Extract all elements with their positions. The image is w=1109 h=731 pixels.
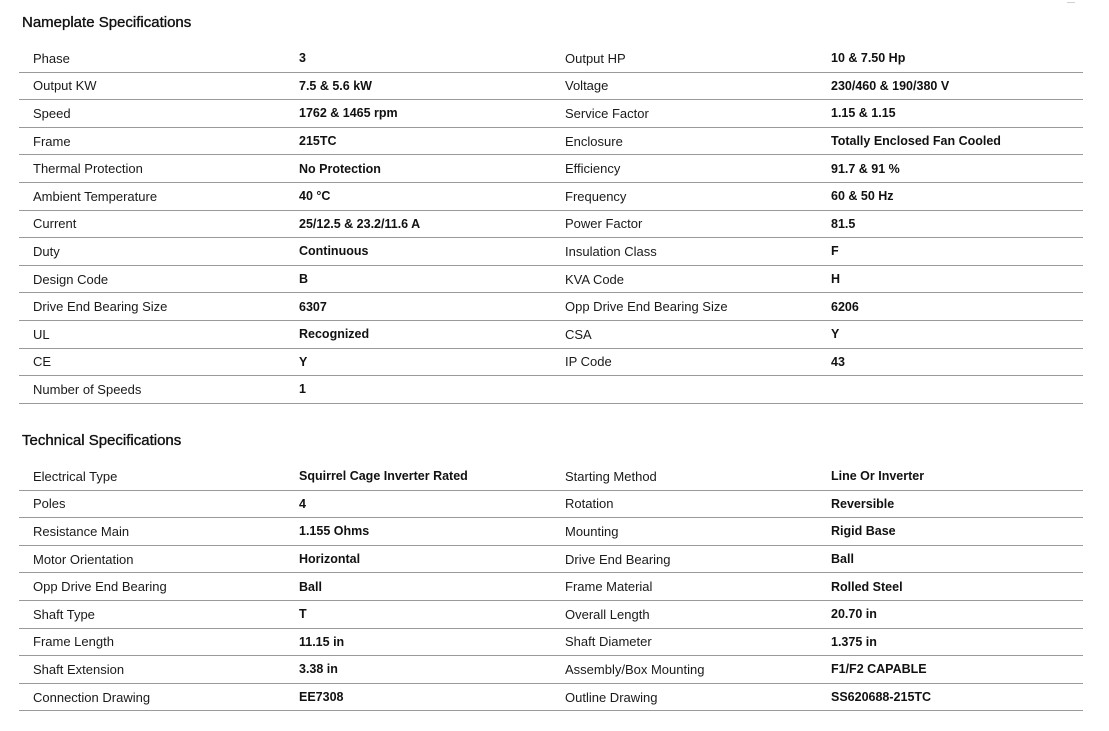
spec-value: No Protection <box>285 155 551 183</box>
spec-label: Shaft Diameter <box>551 628 817 656</box>
spec-value: Rolled Steel <box>817 573 1083 601</box>
spec-label: Efficiency <box>551 155 817 183</box>
spec-value: 230/460 & 190/380 V <box>817 72 1083 100</box>
spec-value: H <box>817 265 1083 293</box>
spec-label: Insulation Class <box>551 238 817 266</box>
technical-specifications-table <box>19 463 1083 711</box>
spec-value: 20.70 in <box>817 600 1083 628</box>
spec-label: Starting Method <box>551 463 817 490</box>
spec-label: Frame Material <box>551 573 817 601</box>
spec-value: Y <box>817 320 1083 348</box>
spec-value: 40 °C <box>285 182 551 210</box>
page-corner-divider <box>1067 0 1075 3</box>
spec-row <box>19 463 1083 490</box>
spec-row <box>19 293 1083 321</box>
spec-value: Squirrel Cage Inverter Rated <box>285 463 551 490</box>
spec-value: 11.15 in <box>285 628 551 656</box>
spec-value: 1 <box>285 376 551 404</box>
spec-row <box>19 45 1083 72</box>
spec-value: F1/F2 CAPABLE <box>817 656 1083 684</box>
spec-row <box>19 265 1083 293</box>
spec-label: Current <box>19 210 285 238</box>
spec-value: Line Or Inverter <box>817 463 1083 490</box>
spec-value: 91.7 & 91 % <box>817 155 1083 183</box>
spec-value: 10 & 7.50 Hp <box>817 45 1083 72</box>
spec-label: Number of Speeds <box>19 376 285 404</box>
spec-value: 4 <box>285 490 551 518</box>
spec-value: 215TC <box>285 127 551 155</box>
spec-row <box>19 545 1083 573</box>
spec-label: Phase <box>19 45 285 72</box>
spec-label: Duty <box>19 238 285 266</box>
spec-label: Drive End Bearing <box>551 545 817 573</box>
spec-value: EE7308 <box>285 683 551 711</box>
spec-row <box>19 518 1083 546</box>
spec-value: 1.15 & 1.15 <box>817 100 1083 128</box>
spec-label: Drive End Bearing Size <box>19 293 285 321</box>
spec-label: Electrical Type <box>19 463 285 490</box>
technical-specifications-heading: Technical Specifications <box>22 432 182 449</box>
spec-row <box>19 600 1083 628</box>
spec-row <box>19 210 1083 238</box>
spec-label: Service Factor <box>551 100 817 128</box>
spec-value: Reversible <box>817 490 1083 518</box>
spec-value: 7.5 & 5.6 kW <box>285 72 551 100</box>
spec-label: Voltage <box>551 72 817 100</box>
spec-label: Resistance Main <box>19 518 285 546</box>
spec-label: Mounting <box>551 518 817 546</box>
spec-value: 3 <box>285 45 551 72</box>
spec-value: F <box>817 238 1083 266</box>
spec-label: Frame Length <box>19 628 285 656</box>
spec-label: Enclosure <box>551 127 817 155</box>
spec-label: Opp Drive End Bearing Size <box>551 293 817 321</box>
spec-label: Opp Drive End Bearing <box>19 573 285 601</box>
spec-label: Frequency <box>551 182 817 210</box>
spec-value: B <box>285 265 551 293</box>
spec-value <box>817 376 1083 404</box>
spec-row <box>19 573 1083 601</box>
spec-label: Poles <box>19 490 285 518</box>
spec-value: Totally Enclosed Fan Cooled <box>817 127 1083 155</box>
spec-value: Horizontal <box>285 545 551 573</box>
spec-value: T <box>285 600 551 628</box>
spec-value: Ball <box>285 573 551 601</box>
spec-label: CSA <box>551 320 817 348</box>
spec-value: Recognized <box>285 320 551 348</box>
spec-value: Continuous <box>285 238 551 266</box>
spec-label: KVA Code <box>551 265 817 293</box>
spec-value: 25/12.5 & 23.2/11.6 A <box>285 210 551 238</box>
spec-row <box>19 656 1083 684</box>
spec-label <box>551 376 817 404</box>
spec-value: SS620688-215TC <box>817 683 1083 711</box>
spec-label: Connection Drawing <box>19 683 285 711</box>
spec-row <box>19 376 1083 404</box>
spec-label: Overall Length <box>551 600 817 628</box>
spec-label: CE <box>19 348 285 376</box>
spec-value: Y <box>285 348 551 376</box>
nameplate-specifications-table <box>19 45 1083 404</box>
spec-label: Assembly/Box Mounting <box>551 656 817 684</box>
spec-value: 81.5 <box>817 210 1083 238</box>
spec-label: Motor Orientation <box>19 545 285 573</box>
spec-row <box>19 127 1083 155</box>
spec-value: 1.375 in <box>817 628 1083 656</box>
spec-row <box>19 490 1083 518</box>
spec-row <box>19 683 1083 711</box>
spec-label: Outline Drawing <box>551 683 817 711</box>
spec-row <box>19 348 1083 376</box>
spec-value: 6206 <box>817 293 1083 321</box>
spec-value: 3.38 in <box>285 656 551 684</box>
spec-value: 6307 <box>285 293 551 321</box>
spec-row <box>19 320 1083 348</box>
spec-label: Design Code <box>19 265 285 293</box>
spec-row <box>19 238 1083 266</box>
spec-row <box>19 72 1083 100</box>
nameplate-specifications-heading: Nameplate Specifications <box>22 14 192 31</box>
spec-label: Output KW <box>19 72 285 100</box>
spec-row <box>19 628 1083 656</box>
spec-row <box>19 155 1083 183</box>
spec-value: 1.155 Ohms <box>285 518 551 546</box>
spec-label: IP Code <box>551 348 817 376</box>
spec-value: 43 <box>817 348 1083 376</box>
spec-label: Rotation <box>551 490 817 518</box>
spec-value: 60 & 50 Hz <box>817 182 1083 210</box>
spec-label: Shaft Type <box>19 600 285 628</box>
spec-value: Rigid Base <box>817 518 1083 546</box>
spec-row <box>19 182 1083 210</box>
spec-label: Power Factor <box>551 210 817 238</box>
spec-label: Shaft Extension <box>19 656 285 684</box>
spec-label: Speed <box>19 100 285 128</box>
spec-label: Thermal Protection <box>19 155 285 183</box>
spec-row <box>19 100 1083 128</box>
spec-label: Ambient Temperature <box>19 182 285 210</box>
spec-value: 1762 & 1465 rpm <box>285 100 551 128</box>
spec-label: UL <box>19 320 285 348</box>
spec-label: Output HP <box>551 45 817 72</box>
spec-value: Ball <box>817 545 1083 573</box>
spec-label: Frame <box>19 127 285 155</box>
